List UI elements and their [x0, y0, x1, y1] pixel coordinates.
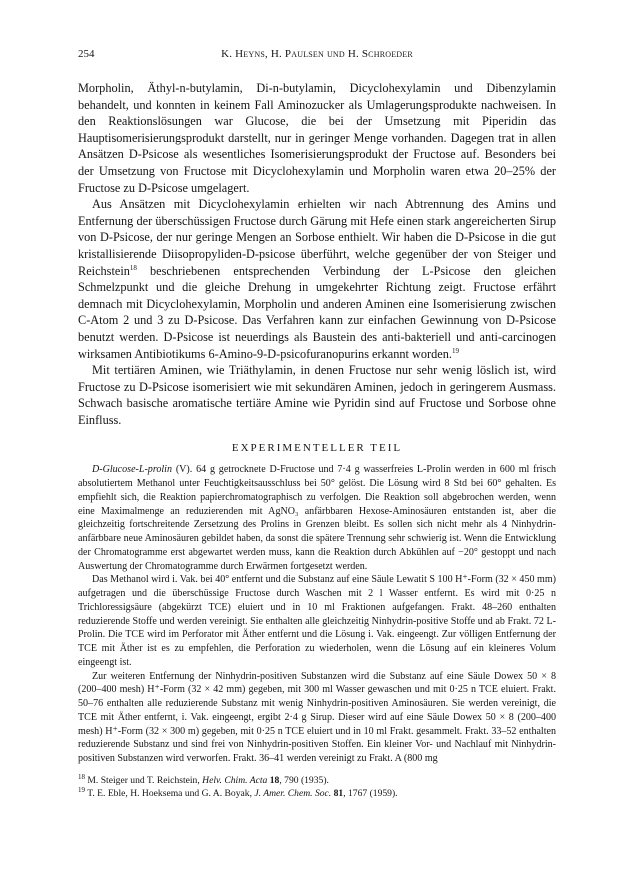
paragraph-2-text-b: beschriebenen entsprechenden Verbindung der L-Psicose den gleichen Schmelzpunkt und die gleiche Drehung in umgekehrter Richtung zeigt. Fructose erfährt demnach mit Dicyclohexylamin, Morpholin und anderen Aminen eine Isomerisierung zwischen C-Atom 2 und 3 zu D-Psicose. Das Verfahren kann zur einfachen Gewinnung von D-Psicose benutzt werden. D-Psicose ist neuerdings als Baustein des anti-bakteriell und anti-carcinogen wirksamen Antibiotikums 6-Amino-9-D-psicofuranopurins erkannt worden.	[78, 263, 556, 361]
paragraph-2-text-a: Aus Ansätzen mit Dicyclohexylamin erhielten wir nach Abtrennung des Amins und Entfernung der überschüssigen Fructose durch Gärung mit Hefe einen stark angereicherten Sirup von D-Psicose, der nur geringe Mengen an Sorbose enthielt. Wir haben die D-Psicose in die gut kristallisierende Diisopropyliden-D-psicose überführt, welche gegenüber der von Steiger und Reichstein	[78, 197, 556, 278]
footnote-19-volume: 81	[331, 787, 344, 799]
paragraph-3-text: Mit tertiären Aminen, wie Triäthylamin, in denen Fructose nur sehr wenig löslich ist, wird Fructose zu D-Psicose isomerisiert wie mit sekundären Aminen, jedoch in geringerem Ausmass. Schwach basische aromatische tertiäre Amine wie Pyridin sind auf Fructose und Sorbose ohne Einfluss.	[78, 363, 556, 427]
footnote-19-number: 19	[78, 785, 85, 794]
page	[78, 48, 556, 800]
footnote-18-volume: 18	[267, 774, 280, 786]
paragraph-1	[78, 80, 556, 196]
reference-18: 18	[129, 263, 137, 272]
experimental-paragraph-3	[78, 670, 556, 766]
experimental-text	[78, 463, 556, 766]
section-title: EXPERIMENTELLER TEIL	[231, 442, 403, 455]
compound-label: D-Glucose-L-prolin	[92, 464, 172, 476]
experimental-paragraph-1-text: (V). 64 g getrocknete D-Fructose und 7·4 g wasserfreies L-Prolin werden in 600 ml frisch absolutiertem Methanol unter Feuchtigkeitsausschluss bei 50° gelöst. Die Lösung wird 8 Std bei 60° gehalten. Es empfiehlt sich, die Reaktion papierchromatographisch zu verfolgen. Die Reaktion soll abgebrochen werden, wenn eine Maximalmenge an reduzierenden mit AgNO₃ anfärbbaren Hexose-Aminosäuren entstanden ist, aber die gleichzeitig fortschreitende Zersetzung des Prolins in Grenzen bleibt. Es sollen sich nicht mehr als 4 Ninhydrin-anfärbbare neue Aminosäuren gebildet haben, da sonst die spätere Trennung sehr schwierig ist. Wenn die Entwicklung der Chromatogramme erst abgewartet werden muss, kann die Reaktion durch Abkühlen auf −20° gestoppt und nach Auswertung der Chromatogramme durch Erwärmen fortgesetzt werden.	[78, 464, 556, 572]
footnotes	[78, 772, 556, 800]
footnote-18	[78, 772, 556, 788]
footnote-18-authors: M. Steiger und T. Reichstein,	[85, 774, 203, 786]
footnote-18-pages: , 790 (1935).	[279, 774, 329, 786]
footnote-18-number: 18	[78, 772, 85, 781]
reference-19: 19	[451, 346, 459, 355]
experimental-paragraph-2	[78, 573, 556, 669]
paragraph-2	[78, 196, 556, 362]
paragraph-3	[78, 362, 556, 428]
footnote-18-journal: Helv. Chim. Acta	[202, 774, 268, 786]
footnote-19-pages: , 1767 (1959).	[343, 787, 398, 799]
footnote-19-journal: J. Amer. Chem. Soc.	[254, 787, 332, 799]
footnote-19-authors: T. E. Eble, H. Hoeksema und G. A. Boyak,	[85, 787, 255, 799]
footnote-19	[78, 785, 556, 801]
paragraph-1-text: Morpholin, Äthyl-n-butylamin, Di-n-butylamin, Dicyclohexylamin und Dibenzylamin behandelt, und konnten in keinem Fall Aminozucker als Umlagerungsprodukte nachweisen. In den Reaktionslösungen war Glucose, die bei der Umsetzung mit Piperidin das Hauptisomerisierungsprodukt darstellt, nur in geringer Menge vorhanden. Dagegen trat in allen Ansätzen D-Psicose als wesentliches Isomerisierungsprodukt der Fructose auf. Besonders bei der Umsetzung von Fructose mit Dicyclohexylamin und Morpholin waren etwa 20–25% der Fructose zu D-Psicose umgelagert.	[78, 81, 556, 195]
experimental-paragraph-2-text: Das Methanol wird i. Vak. bei 40° entfernt und die Substanz auf eine Säule Lewatit S 100 H⁺-Form (32 × 450 mm) aufgetragen und die überschüssige Fructose durch Waschen mit 2 l Wasser entfernt. Es wird mit 0·25 n Trichloressigsäure (abgekürzt TCE) eluiert und in 10 ml Fraktionen aufgefangen. Frakt. 48–260 enthalten reduzierende Stoffe und werden vereinigt. Sie enthalten alle gleichzeitig Ninhydrin-positive Stoffe und ab Frakt. 72 L-Prolin. Die TCE wird im Perforator mit Äther entfernt und die Lösung i. Vak. eingeengt. Zur völligen Entfernung der TCE mit Äther ist es zu empfehlen, die Perforation zu wiederholen, wenn die Lösung auf ein kleineres Volum eingeengt ist.	[78, 574, 556, 668]
page-number: 254	[78, 48, 95, 60]
experimental-paragraph-3-text: Zur weiteren Entfernung der Ninhydrin-positiven Substanzen wird die Substanz auf eine Säule Dowex 50 × 8 (200–400 mesh) H⁺-Form (32 × 42 mm) gegeben, mit 300 ml Wasser gewaschen und mit 0·25 n TCE eluiert. Frakt. 50–76 enthalten alle reduzierende Substanz mit wenig Ninhydrin-positiven Aminosäuren. Sie werden vereinigt, die TCE mit Äther entfernt, i. Vak. eingeengt, ergibt 2·4 g Sirup. Dieser wird auf eine Säule Dowex 50 × 8 (200–400 mesh) H⁺-Form (32 × 300 m) gegeben, mit 0·25 n TCE eluiert und in 10 ml Frakt. gesammelt. Frakt. 33–52 enthalten reduzierende Substanz und sind frei von Ninhydrin-positiven Stoffen. Ein kleiner Vor- und Nachlauf mit Ninhydrin-positiven Substanzen wird verworfen. Frakt. 36–41 werden vereinigt zu Frakt. A (800 mg	[78, 670, 556, 765]
experimental-paragraph-1	[78, 463, 556, 573]
main-text	[78, 80, 556, 428]
running-head: K. Heyns, H. Paulsen und H. Schroeder	[221, 48, 413, 60]
page-header	[78, 48, 556, 68]
